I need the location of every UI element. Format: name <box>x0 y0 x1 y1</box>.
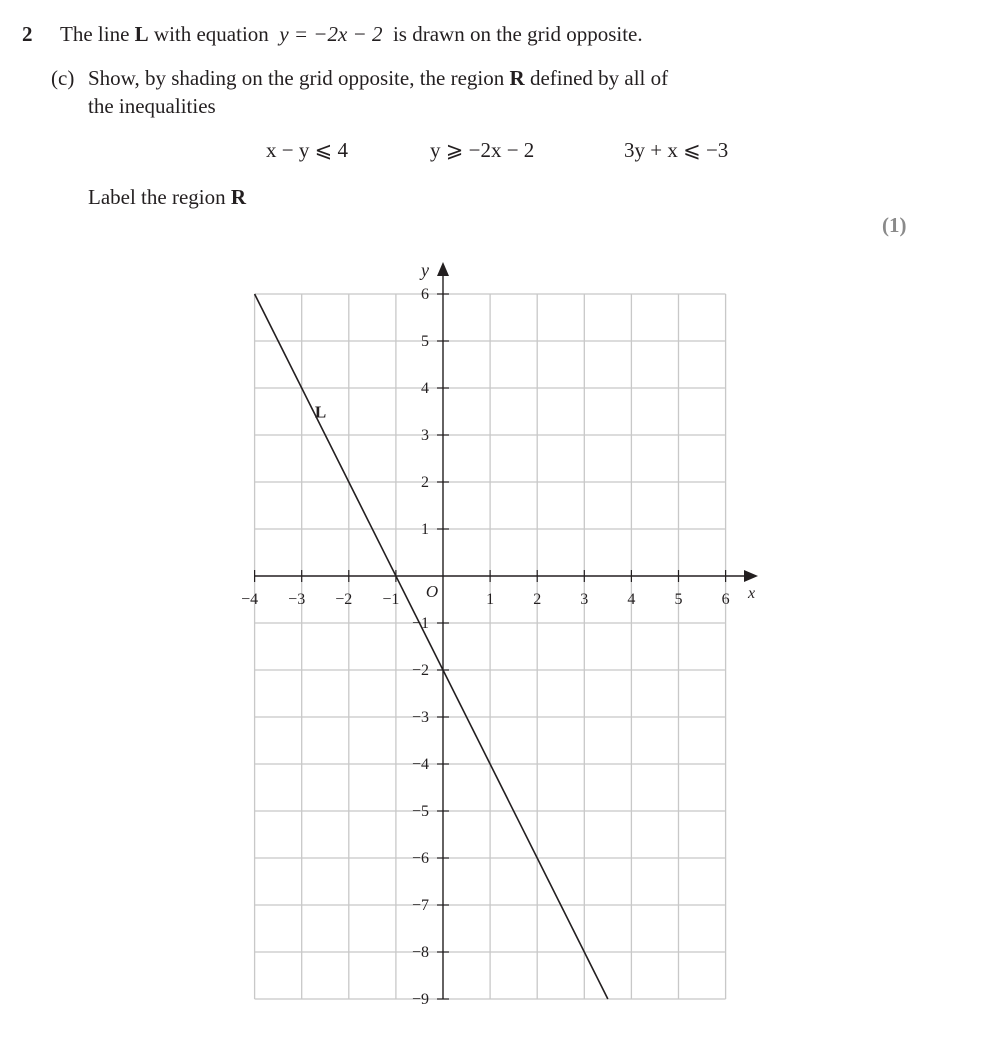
line-name: L <box>134 22 149 46</box>
intro-prefix: The line <box>60 22 135 46</box>
inequality-3: 3y + x ⩽ −3 <box>624 138 729 162</box>
y-tick-label: −7 <box>411 897 429 914</box>
y-tick-label: 5 <box>421 333 429 350</box>
y-tick-label: −5 <box>411 803 429 820</box>
line-label-L: L <box>314 402 327 422</box>
y-tick-label: −8 <box>411 944 429 961</box>
y-tick-label: 1 <box>421 521 429 538</box>
inequality-2: y ⩾ −2x − 2 <box>430 138 535 162</box>
line-equation: y = −2x − 2 <box>279 22 383 46</box>
y-tick-label: −6 <box>411 850 429 867</box>
region-name: R <box>509 66 525 90</box>
x-tick-label: 5 <box>674 591 683 608</box>
y-tick-label: 4 <box>421 380 429 397</box>
x-tick-label: −1 <box>382 591 400 608</box>
instruction-prefix: Label the region <box>88 185 231 209</box>
y-tick-label: 3 <box>421 427 429 444</box>
inequality-1: x − y ⩽ 4 <box>266 138 348 162</box>
x-tick-label: 2 <box>533 591 542 608</box>
x-tick-label: 6 <box>721 591 730 608</box>
line-L <box>255 294 608 999</box>
instruction-region: R <box>230 185 247 209</box>
x-tick-label: 3 <box>580 591 589 608</box>
part-text-prefix: Show, by shading on the grid opposite, the region <box>88 66 510 90</box>
x-tick-label: −4 <box>241 591 259 608</box>
part-text-suffix: defined by all of <box>524 66 669 90</box>
y-tick-label: −9 <box>411 991 429 1008</box>
part-text-line2: the inequalities <box>88 94 216 118</box>
y-tick-label: −4 <box>411 756 429 773</box>
y-tick-label: 6 <box>421 286 429 303</box>
x-tick-label: −2 <box>335 591 353 608</box>
x-tick-label: 1 <box>486 591 495 608</box>
origin-label: O <box>425 582 439 601</box>
y-axis-label: y <box>421 260 429 280</box>
y-tick-label: −1 <box>411 615 429 632</box>
y-tick-label: −3 <box>411 709 429 726</box>
y-tick-label: −2 <box>411 662 429 679</box>
y-axis-arrow <box>437 262 449 276</box>
x-axis-label: x <box>748 585 756 602</box>
intro-suffix: is drawn on the grid opposite. <box>387 22 643 46</box>
part-label: (c) <box>51 66 75 90</box>
x-tick-label: −3 <box>288 591 306 608</box>
marks-indicator: (1) <box>882 213 907 237</box>
y-tick-label: 2 <box>421 474 429 491</box>
question-number: 2 <box>22 22 33 46</box>
x-tick-label: 4 <box>627 591 636 608</box>
intro-mid: with equation <box>148 22 275 46</box>
x-axis-arrow <box>744 570 758 582</box>
